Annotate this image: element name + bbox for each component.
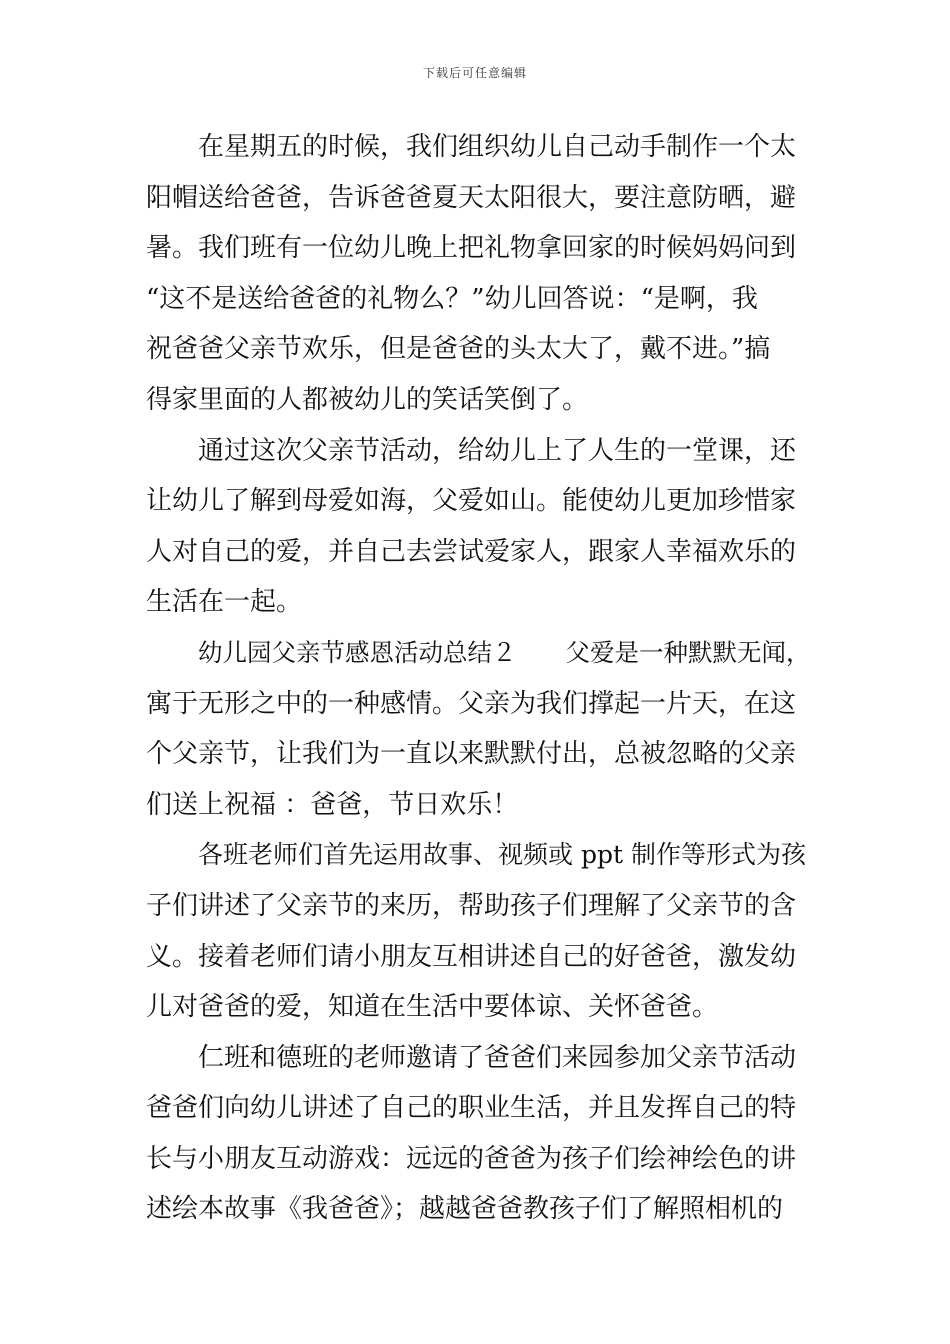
- text-line: 述绘本故事《我爸爸》；越越爸爸教孩子们了解照相机的: [146, 1194, 784, 1225]
- text-line: 阳帽送给爸爸，告诉爸爸夏天太阳很大，要注意防晒，避: [146, 182, 797, 213]
- text-line: 儿对爸爸的爱，知道在生活中要体谅、关怀爸爸。: [146, 992, 719, 1023]
- text-line: 仁班和德班的老师邀请了爸爸们来园参加父亲节活动: [198, 1042, 797, 1073]
- page-header: 下载后可任意编辑: [422, 66, 527, 80]
- text-line: 爸爸们向幼儿讲述了自己的职业生活，并且发挥自己的特: [146, 1093, 797, 1124]
- text-line: 人对自己的爱，并自己去尝试爱家人，跟家人幸福欢乐的: [146, 536, 797, 567]
- text-line: 幼儿园父亲节感恩活动总结２ 父爱是一种默默无闻，: [198, 637, 811, 667]
- text-line: 个父亲节，让我们为一直以来默默付出，总被忽略的父亲: [146, 739, 797, 770]
- text-line: 在星期五的时候，我们组织幼儿自己动手制作一个太: [198, 132, 797, 162]
- text-line: 寓于无形之中的一种感情。父亲为我们撑起一片天，在这: [146, 688, 797, 719]
- text-line: 暑。我们班有一位幼儿晚上把礼物拿回家的时候妈妈问到: [146, 233, 797, 264]
- text-line: 通过这次父亲节活动，给幼儿上了人生的一堂课，还: [198, 435, 797, 466]
- text-line: 义。接着老师们请小朋友互相讲述自己的好爸爸，激发幼: [146, 941, 797, 972]
- text-line: 得家里面的人都被幼儿的笑话笑倒了。: [146, 384, 589, 415]
- text-line: 们送上祝福 ：爸爸，节日欢乐！: [146, 789, 519, 820]
- text-line: 长与小朋友互动游戏：远远的爸爸为孩子们绘神绘色的讲: [146, 1143, 797, 1174]
- text-line: 让幼儿了解到母爱如海，父爱如山。能使幼儿更加珍惜家: [146, 486, 797, 517]
- text-line: “这不是送给爸爸的礼物么？”幼儿回答说：“是啊，我: [146, 283, 758, 314]
- text-line: 生活在一起。: [146, 587, 303, 618]
- text-line: 祝爸爸父亲节欢乐，但是爸爸的头太大了，戴不进。”搞: [146, 334, 771, 365]
- text-line: 各班老师们首先运用故事、视频或 ppt 制作等形式为孩: [198, 840, 806, 870]
- document-body: [146, 122, 816, 1235]
- text-line: 子们讲述了父亲节的来历，帮助孩子们理解了父亲节的含: [146, 890, 797, 921]
